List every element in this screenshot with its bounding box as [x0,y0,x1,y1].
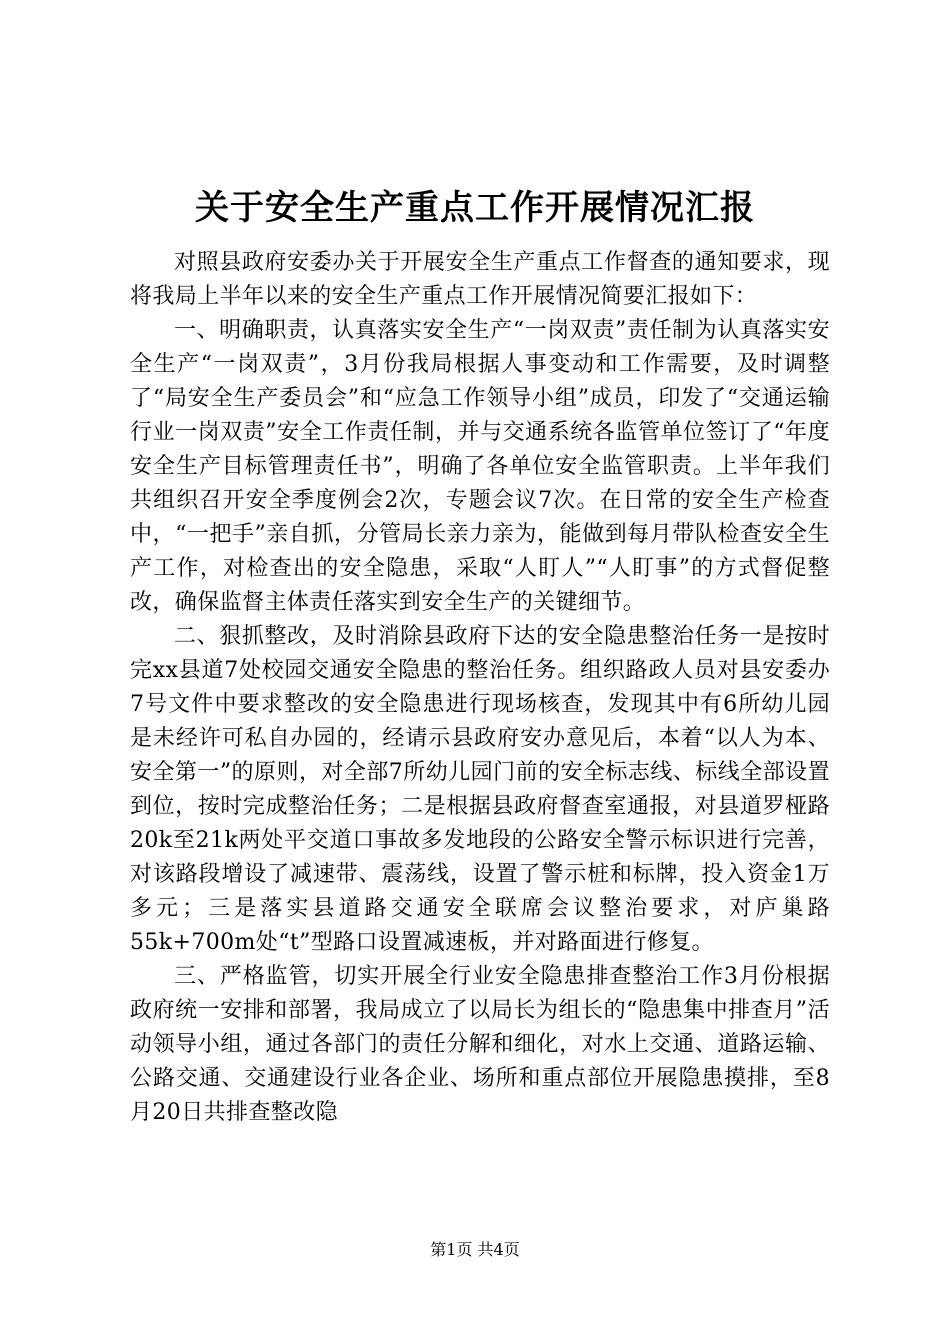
document-title: 关于安全生产重点工作开展情况汇报 [195,188,755,228]
paragraph-section-2: 二、狠抓整改，及时消除县政府下达的安全隐患整治任务一是按时完xx县道7处校园交通安全隐患的整治任务。组织路政人员对县安委办7号文件中要求整改的安全隐患进行现场核查，发现其中有6所幼儿园是未经许可私自办园的，经请示县政府安办意见后，本着“以人为本、安全第一”的原则，对全部7所幼儿园门前的安全标志线、标线全部设置到位，按时完成整治任务；二是根据县政府督查室通报，对县道罗桠路20k至21k两处平交道口事故多发地段的公路安全警示标识进行完善，对该路段增设了减速带、震荡线，设置了警示桩和标牌，投入资金1万多元；三是落实县道路交通安全联席会议整治要求，对庐巢路55k+700m处“t”型路口设置减速板，并对路面进行修复。 [130,624,830,955]
page-number-footer: 第1页 共4页 [430,1240,520,1259]
document-body [130,246,830,1130]
paragraph-section-1: 一、明确职责，认真落实安全生产“一岗双责”责任制为认真落实安全生产“一岗双责”，3月份我局根据人事变动和工作需要，及时调整了“局安全生产委员会”和“应急工作领导小组”成员，印发了“交通运输行业一岗双责”安全工作责任制，并与交通系统各监管单位签订了“年度安全生产目标管理责任书”，明确了各单位安全监管职责。上半年我们共组织召开安全季度例会2次，专题会议7次。在日常的安全生产检查中，“一把手”亲自抓，分管局长亲力亲为，能做到每月带队检查安全生产工作，对检查出的安全隐患，采取“人盯人”“人盯事”的方式督促整改，确保监督主体责任落实到安全生产的关键细节。 [130,318,830,615]
paragraph-section-3: 三、严格监管，切实开展全行业安全隐患排查整治工作3月份根据政府统一安排和部署，我局成立了以局长为组长的“隐患集中排查月”活动领导小组，通过各部门的责任分解和细化，对水上交通、道路运输、公路交通、交通建设行业各企业、场所和重点部位开展隐患摸排，至8月20日共排查整改隐 [130,964,830,1125]
paragraph-intro: 对照县政府安委办关于开展安全生产重点工作督查的通知要求，现将我局上半年以来的安全生产重点工作开展情况简要汇报如下： [130,250,830,309]
